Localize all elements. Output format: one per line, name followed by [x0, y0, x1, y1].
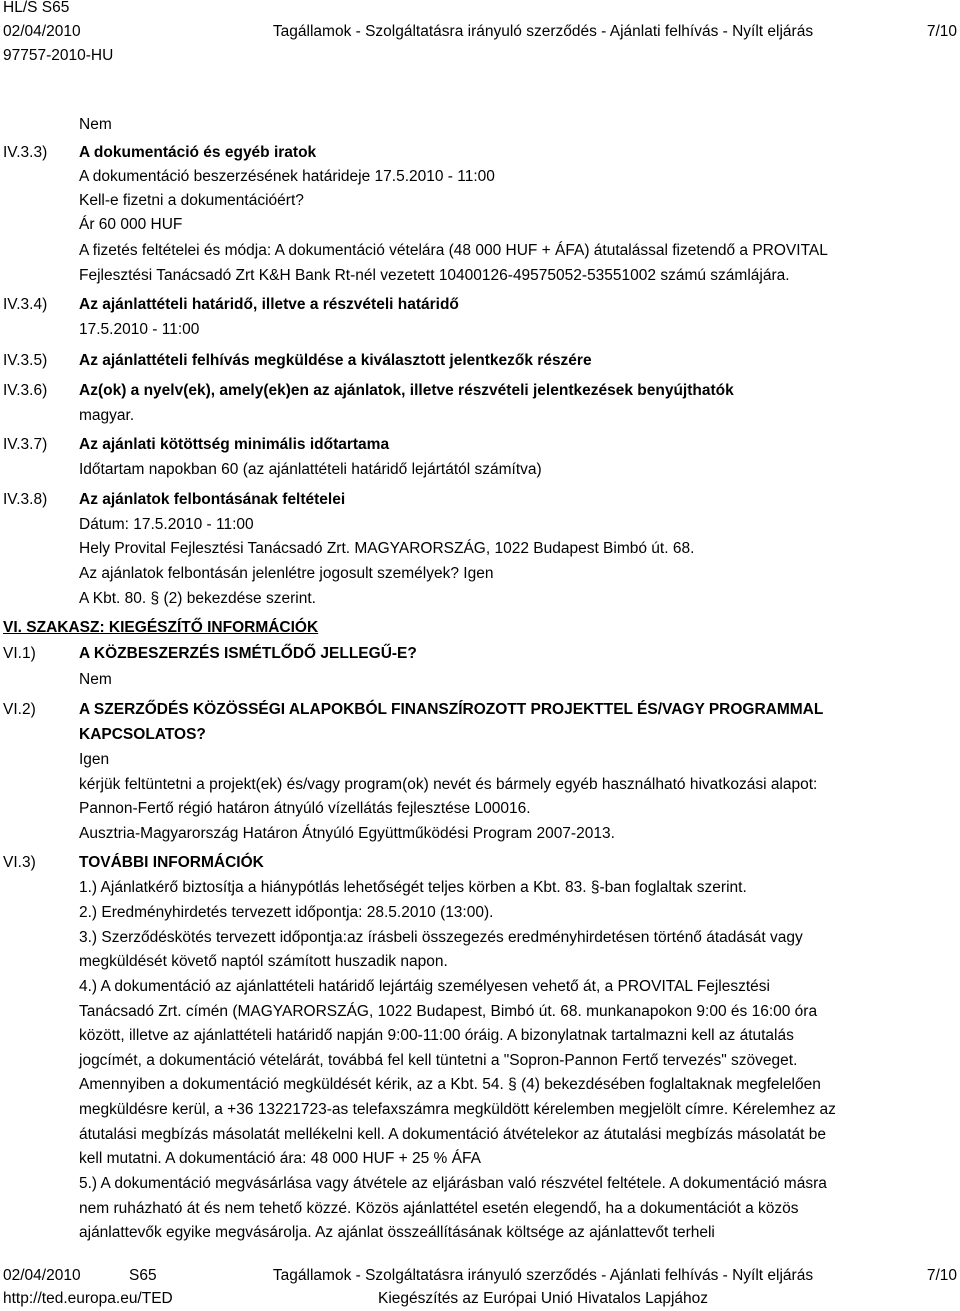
section-text: Igen — [79, 751, 110, 768]
section-text: A fizetés feltételei és módja: A dokumentáció vételára (48 000 HUF + ÁFA) átutalással fizetendő a PROVITAL — [79, 242, 828, 259]
section-text: 5.) A dokumentáció megvásárlása vagy átvétele az eljárásban való részvétel feltétele. A dokumentáció másra — [79, 1175, 827, 1192]
document-line — [0, 669, 960, 691]
document-line — [0, 643, 960, 665]
section-text: Időtartam napokban 60 (az ajánlattételi határidő lejártától számítva) — [79, 461, 542, 478]
section-text: A Kbt. 80. § (2) bekezdése szerint. — [79, 590, 316, 607]
header-date: 02/04/2010 — [3, 23, 81, 40]
section-text: ajánlattevők egyike megvásárolja. Az ajánlat összeállításának költsége az ajánlattevőt terheli — [79, 1224, 715, 1241]
document-line — [0, 380, 960, 402]
document-line — [0, 1025, 960, 1047]
header-row-2 — [3, 22, 957, 42]
document-line — [0, 240, 960, 262]
section-text: kell mutatni. A dokumentáció ára: 48 000 HUF + 25 % ÁFA — [79, 1150, 481, 1167]
document-line — [0, 1099, 960, 1121]
section-number: VI.2) — [3, 701, 36, 718]
section-text: megküldését követő naptól számított huszadik napon. — [79, 953, 448, 970]
section-heading: Az ajánlati kötöttség minimális időtartama — [79, 436, 390, 453]
section-number: IV.3.5) — [3, 352, 48, 369]
section-text: jogcímét, a dokumentáció vételárát, továbbá fel kell tüntetni a "Sopron-Pannon Fertő tervezés" szöveget. — [79, 1052, 798, 1069]
section-number: IV.3.4) — [3, 296, 48, 313]
document-line — [0, 1148, 960, 1170]
section-text: 3.) Szerződéskötés tervezett időpontja:az írásbeli összegezés eredményhirdetésen történő átadását vagy — [79, 929, 803, 946]
footer-url[interactable]: http://ted.europa.eu/TED — [3, 1290, 173, 1307]
document-line — [0, 823, 960, 845]
document-line — [0, 588, 960, 610]
section-text: Nem — [79, 671, 112, 688]
footer-supplement: Kiegészítés az Európai Unió Hivatalos Lapjához — [378, 1290, 708, 1307]
section-text: Pannon-Fertő régió határon átnyúló vízellátás fejlesztése L00016. — [79, 800, 531, 817]
document-line — [0, 214, 960, 236]
document-line — [0, 489, 960, 511]
footer-row-1 — [3, 1266, 957, 1286]
header-page-number: 7/10 — [926, 23, 957, 40]
journal-id: HL/S S65 — [3, 0, 70, 16]
section-text: Tanácsadó Zrt. címén (MAGYARORSZÁG, 1022 Budapest, Bimbó út. 68. munkanapokon 9:00 és 16:00 óra — [79, 1003, 818, 1020]
section-text: 2.) Eredményhirdetés tervezett időpontja: 28.5.2010 (13:00). — [79, 904, 494, 921]
section-number: IV.3.8) — [3, 491, 48, 508]
document-line — [0, 294, 960, 316]
section-number: IV.3.6) — [3, 382, 48, 399]
section-text: átutalási megbízás másolatát mellékelni kell. A dokumentáció átvételekor az átutalási megbízás másolatát be — [79, 1126, 826, 1143]
section-heading: A dokumentáció és egyéb iratok — [79, 144, 317, 161]
document-line — [0, 514, 960, 536]
section-text: Kell-e fizetni a dokumentációért? — [79, 192, 304, 209]
document-line — [0, 902, 960, 924]
section-text: magyar. — [79, 407, 135, 424]
document-line — [0, 617, 960, 639]
document-line — [0, 142, 960, 164]
header-row-1 — [3, 0, 957, 18]
section-heading: KAPCSOLATOS? — [79, 726, 206, 743]
section-heading: Az ajánlatok felbontásának feltételei — [79, 491, 346, 508]
section-number: IV.3.7) — [3, 436, 48, 453]
document-line — [0, 319, 960, 341]
section-text: Ausztria-Magyarország Határon Átnyúló Együttműködési Program 2007-2013. — [79, 825, 615, 842]
document-line — [0, 1222, 960, 1244]
document-line — [0, 774, 960, 796]
section-text: Ár 60 000 HUF — [79, 216, 183, 233]
section-heading: A SZERZŐDÉS KÖZÖSSÉGI ALAPOKBÓL FINANSZÍROZOTT PROJEKTTEL ÉS/VAGY PROGRAMMAL — [79, 701, 824, 718]
section-heading: Az ajánlattételi határidő, illetve a részvételi határidő — [79, 296, 459, 313]
section-text: között, illetve az ajánlattételi határidő napján 9:00-11:00 óráig. A bizonylatnak tartalmazni kell az átutalás — [79, 1027, 794, 1044]
document-line — [0, 459, 960, 481]
section-text: Hely Provital Fejlesztési Tanácsadó Zrt. MAGYARORSZÁG, 1022 Budapest Bimbó út. 68. — [79, 540, 695, 557]
section-text: megküldésre kerül, a +36 13221723-as telefaxszámra megküldött kérelemben megjelölt címre. Kérelemhez az — [79, 1101, 836, 1118]
document-line — [0, 852, 960, 874]
section-number: VI.3) — [3, 854, 36, 871]
document-reference: 97757-2010-HU — [3, 47, 114, 64]
document-line — [0, 538, 960, 560]
section-text: Fejlesztési Tanácsadó Zrt K&H Bank Rt-nél vezetett 10400126-49575052-53551002 számú számlájára. — [79, 267, 790, 284]
document-line — [0, 1001, 960, 1023]
document-line — [0, 927, 960, 949]
document-line — [0, 563, 960, 585]
document-line — [0, 1050, 960, 1072]
document-line — [0, 265, 960, 287]
footer-date: 02/04/2010 — [3, 1267, 81, 1284]
section-number: VI.1) — [3, 645, 36, 662]
footer-title: Tagállamok - Szolgáltatásra irányuló szerződés - Ajánlati felhívás - Nyílt eljárás — [272, 1267, 814, 1284]
section-heading: VI. SZAKASZ: KIEGÉSZÍTŐ INFORMÁCIÓK — [3, 619, 319, 636]
footer-page-number: 7/10 — [926, 1267, 957, 1284]
document-line — [0, 1124, 960, 1146]
section-number: IV.3.3) — [3, 144, 48, 161]
section-text: nem ruházható át és nem tehető közzé. Közös ajánlattétel esetén elegendő, ha a dokumentációt a közös — [79, 1200, 799, 1217]
section-text: Az ajánlatok felbontásán jelenlétre jogosult személyek? Igen — [79, 565, 494, 582]
document-line — [0, 1198, 960, 1220]
section-text: 4.) A dokumentáció az ajánlattételi határidő lejártáig személyesen vehető át, a PROVITAL Fejlesztési — [79, 978, 770, 995]
document-line — [0, 976, 960, 998]
document-line — [0, 405, 960, 427]
header-row-3 — [3, 46, 957, 66]
section-text: Nem — [79, 116, 112, 133]
document-line — [0, 877, 960, 899]
section-heading: TOVÁBBI INFORMÁCIÓK — [79, 854, 264, 871]
document-line — [0, 166, 960, 188]
document-line — [0, 114, 960, 136]
document-line — [0, 951, 960, 973]
document-line — [0, 350, 960, 372]
section-heading: A KÖZBESZERZÉS ISMÉTLŐDŐ JELLEGŰ-E? — [79, 645, 417, 662]
footer-series: S65 — [129, 1267, 157, 1284]
section-heading: Az(ok) a nyelv(ek), amely(ek)en az ajánlatok, illetve részvételi jelentkezések benyújthatók — [79, 382, 734, 399]
document-line — [0, 1173, 960, 1195]
document-line — [0, 190, 960, 212]
section-text: 17.5.2010 - 11:00 — [79, 321, 200, 338]
section-text: Dátum: 17.5.2010 - 11:00 — [79, 516, 254, 533]
section-text: Amennyiben a dokumentáció megküldését kérik, az a Kbt. 54. § (4) bekezdésében foglaltaknak megfelelően — [79, 1076, 821, 1093]
section-text: kérjük feltüntetni a projekt(ek) és/vagy program(ok) nevét és bármely egyéb használható hivatkozási alapot: — [79, 776, 818, 793]
footer-row-2 — [3, 1289, 957, 1309]
section-heading: Az ajánlattételi felhívás megküldése a kiválasztott jelentkezők részére — [79, 352, 592, 369]
document-line — [0, 699, 960, 721]
document-line — [0, 798, 960, 820]
document-line — [0, 749, 960, 771]
section-text: 1.) Ajánlatkérő biztosítja a hiánypótlás lehetőségét teljes körben a Kbt. 83. §-ban foglaltak szerint. — [79, 879, 747, 896]
section-text: A dokumentáció beszerzésének határideje 17.5.2010 - 11:00 — [79, 168, 495, 185]
document-line — [0, 724, 960, 746]
document-line — [0, 434, 960, 456]
document-line — [0, 1074, 960, 1096]
header-title: Tagállamok - Szolgáltatásra irányuló szerződés - Ajánlati felhívás - Nyílt eljárás — [272, 23, 814, 40]
